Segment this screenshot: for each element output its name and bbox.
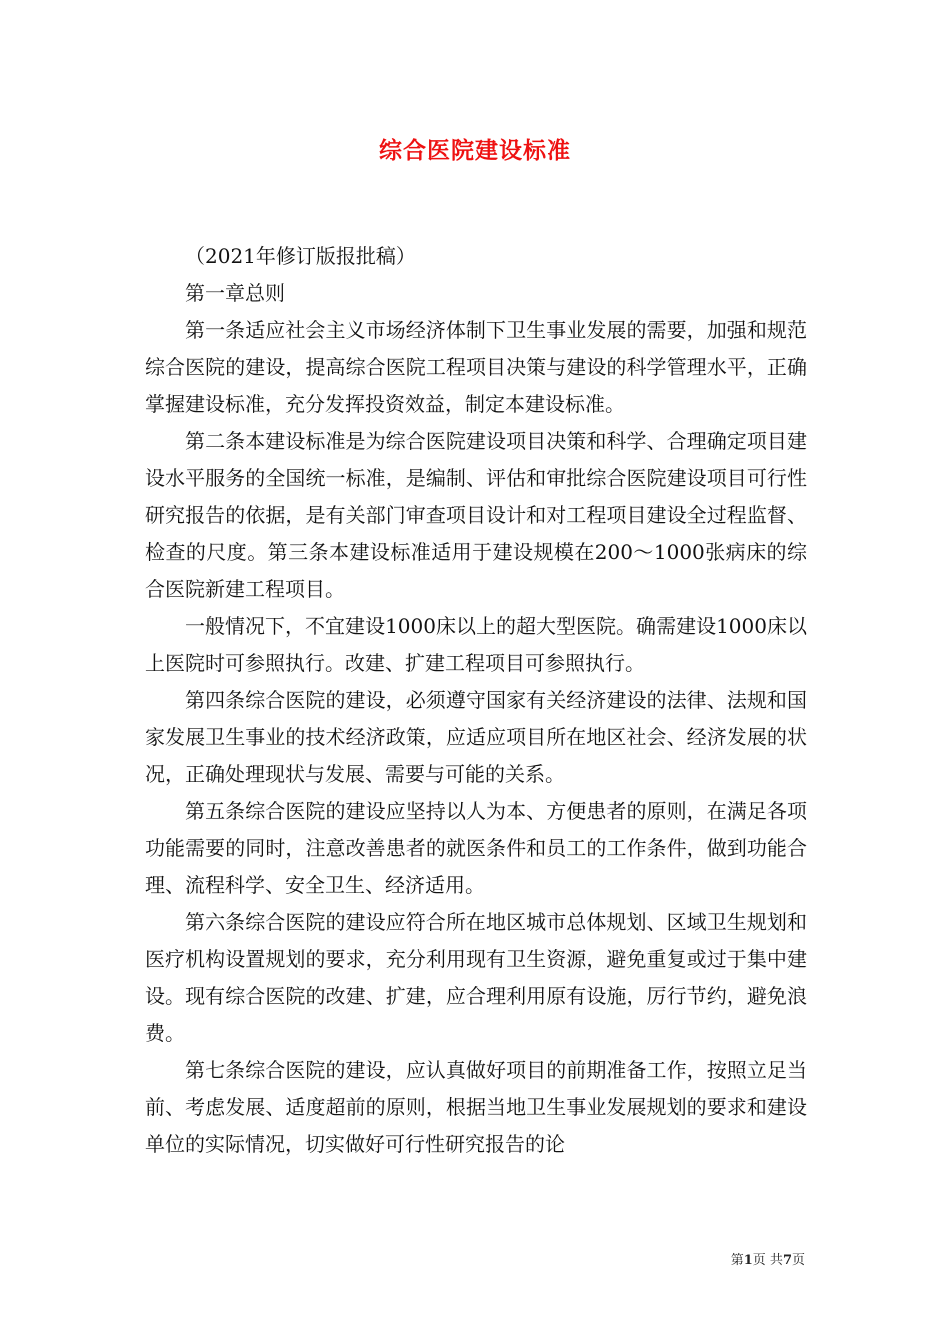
paragraph-article-1: 第一条适应社会主义市场经济体制下卫生事业发展的需要，加强和规范综合医院的建设，提高综合医院工程项目决策与建设的科学管理水平，正确掌握建设标准，充分发挥投资效益，制定本建设标准。: [145, 318, 807, 416]
page-number-footer: [731, 1249, 805, 1268]
paragraph-article-2-3: 第二条本建设标准是为综合医院建设项目决策和科学、合理确定项目建设水平服务的全国统一标准，是编制、评估和审批综合医院建设项目可行性研究报告的依据，是有关部门审查项目设计和对工程项目建设全过程监督、检查的尺度。第三条本建设标准适用于建设规模在200～1000张病床的综合医院新建工程项目。: [145, 429, 807, 601]
paragraph-article-5: 第五条综合医院的建设应坚持以人为本、方便患者的原则，在满足各项功能需要的同时，注意改善患者的就医条件和员工的工作条件，做到功能合理、流程科学、安全卫生、经济适用。: [145, 799, 807, 897]
footer-middle: 页 共: [752, 1253, 783, 1268]
footer-total-pages: 7: [782, 1253, 792, 1268]
document-title: 综合医院建设标准: [379, 137, 571, 164]
paragraph-general-case: 一般情况下，不宜建设1000床以上的超大型医院。确需建设1000床以上医院时可参照执行。改建、扩建工程项目可参照执行。: [145, 614, 807, 675]
document-body: [145, 238, 807, 1163]
paragraph-revision-note: （2021年修订版报批稿）: [185, 244, 416, 268]
paragraph-article-4: 第四条综合医院的建设，必须遵守国家有关经济建设的法律、法规和国家发展卫生事业的技术经济政策，应适应项目所在地区社会、经济发展的状况，正确处理现状与发展、需要与可能的关系。: [145, 688, 807, 786]
paragraph-chapter-heading: 第一章总则: [185, 281, 285, 305]
footer-suffix: 页: [791, 1253, 805, 1268]
paragraph-article-7: 第七条综合医院的建设，应认真做好项目的前期准备工作，按照立足当前、考虑发展、适度超前的原则，根据当地卫生事业发展规划的要求和建设单位的实际情况，切实做好可行性研究报告的论: [145, 1058, 807, 1156]
footer-prefix: 第: [730, 1253, 744, 1268]
footer-current-page: 1: [743, 1253, 753, 1268]
paragraph-article-6: 第六条综合医院的建设应符合所在地区城市总体规划、区域卫生规划和医疗机构设置规划的要求，充分利用现有卫生资源，避免重复或过于集中建设。现有综合医院的改建、扩建，应合理利用原有设施，厉行节约，避免浪费。: [145, 910, 807, 1045]
